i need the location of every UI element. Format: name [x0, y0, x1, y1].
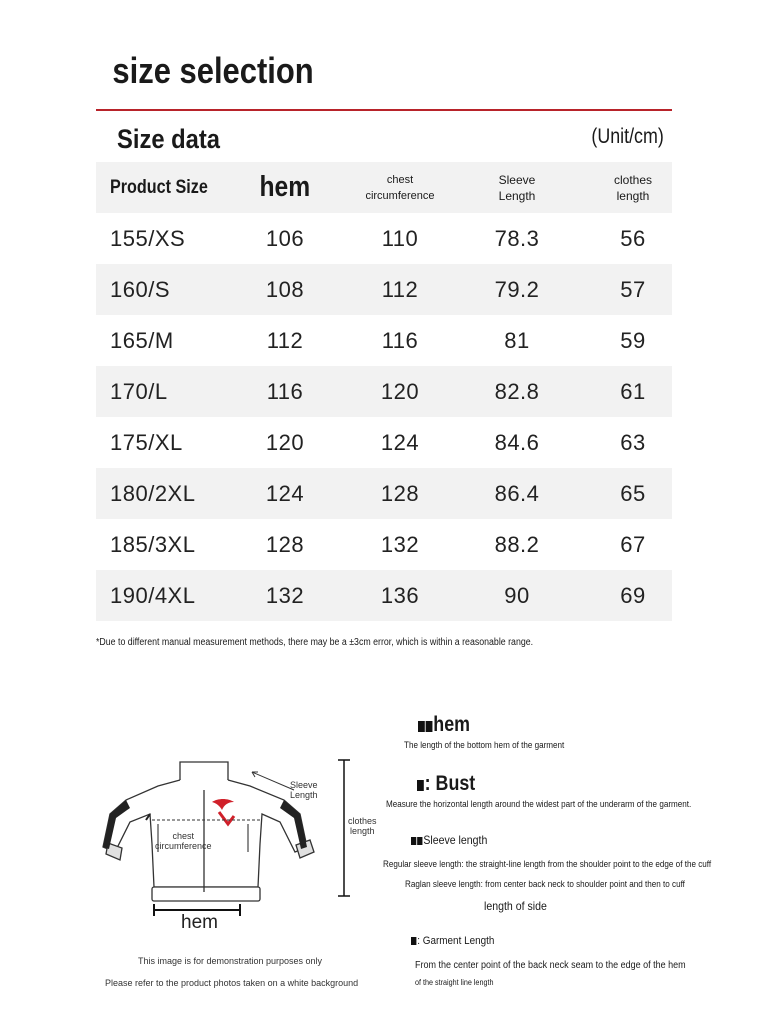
table-header-row: [96, 162, 672, 213]
cell-hem: 132: [265, 582, 305, 608]
cell-chest: 116: [381, 327, 419, 353]
cell-sleeve: 84.6: [494, 429, 540, 455]
cell-chest: 112: [381, 276, 419, 302]
cell-length: 59: [620, 327, 646, 353]
header-length: [574, 162, 692, 213]
header-sleeve-line2: Length: [498, 188, 536, 203]
diagram-sleeve-label: [290, 780, 318, 800]
cell-size: 190/4XL: [110, 582, 196, 608]
table-row: [96, 264, 672, 315]
header-product-size: Product Size: [110, 176, 208, 198]
cell-size: 185/3XL: [110, 531, 196, 557]
title-divider: [96, 109, 672, 111]
cell-hem: 112: [266, 327, 304, 353]
cell-length: 67: [620, 531, 646, 557]
cell-chest: 128: [380, 480, 420, 506]
cell-chest: 124: [380, 429, 420, 455]
cell-sleeve: 81: [504, 327, 530, 353]
diagram-sleeve-line2: Length: [290, 790, 318, 800]
unit-label: (Unit/cm): [591, 125, 664, 148]
cell-hem: 120: [265, 429, 305, 455]
cell-hem: 124: [265, 480, 305, 506]
cell-size: 155/XS: [110, 225, 186, 251]
missing-glyph-icon: [426, 721, 433, 732]
diagram-chest-label: [155, 831, 212, 851]
cell-length: 69: [620, 582, 646, 608]
guide-garment-title: [411, 935, 494, 947]
guide-hem-desc: The length of the bottom hem of the garment: [404, 740, 565, 750]
diagram-hem-label: hem: [181, 912, 218, 933]
cell-size: 170/L: [110, 378, 168, 404]
missing-glyph-icon: [411, 937, 416, 945]
header-chest-line2: circumference: [365, 189, 435, 202]
cell-size: 165/M: [110, 327, 174, 353]
guide-sleeve-title: [411, 833, 487, 847]
guide-garment-desc1: From the center point of the back neck seam to the edge of the hem: [415, 960, 686, 971]
missing-glyph-icon: [418, 721, 425, 732]
table-row: [96, 570, 672, 621]
cell-chest: 120: [380, 378, 420, 404]
cell-size: 160/S: [110, 276, 170, 302]
demo-note-line2: Please refer to the product photos taken on a white background: [105, 978, 359, 988]
cell-sleeve: 86.4: [494, 480, 540, 506]
cell-length: 63: [620, 429, 646, 455]
guide-sleeve-desc1: Regular sleeve length: the straight-line length from the shoulder point to the edge of the cuff: [383, 859, 712, 869]
table-heading: Size data: [117, 124, 221, 154]
guide-sleeve-desc2: Raglan sleeve length: from center back neck to shoulder point and then to cuff: [405, 879, 685, 889]
guide-garment-title-text: : Garment Length: [417, 935, 495, 947]
cell-chest: 132: [380, 531, 420, 557]
cell-length: 61: [620, 378, 646, 404]
cell-sleeve: 82.8: [494, 378, 540, 404]
header-sleeve-line1: Sleeve: [498, 172, 536, 187]
diagram-length-line2: length: [350, 826, 375, 836]
cell-chest: 110: [381, 225, 419, 251]
guide-bust-desc: Measure the horizontal length around the widest part of the underarm of the garment.: [386, 799, 692, 809]
demo-note-line1: This image is for demonstration purposes only: [137, 956, 323, 966]
table-row: [96, 417, 672, 468]
diagram-chest-line2: circumference: [155, 841, 212, 851]
diagram-length-line1: clothes: [348, 816, 377, 826]
guide-hem-title-text: hem: [433, 713, 471, 736]
cell-length: 56: [620, 225, 646, 251]
cell-length: 65: [620, 480, 646, 506]
cell-chest: 136: [380, 582, 420, 608]
cell-hem: 108: [265, 276, 305, 302]
cell-sleeve: 78.3: [494, 225, 540, 251]
header-length-line1: clothes: [613, 172, 653, 187]
table-row: [96, 213, 672, 264]
diagram-sleeve-line1: Sleeve: [290, 780, 318, 790]
guide-side-title: length of side: [484, 899, 547, 913]
cell-sleeve: 90: [504, 582, 530, 608]
size-table: [96, 162, 672, 621]
cell-length: 57: [620, 276, 646, 302]
cell-sleeve: 79.2: [494, 276, 540, 302]
missing-glyph-icon: [411, 837, 416, 845]
cell-sleeve: 88.2: [494, 531, 540, 557]
guide-bust-title: [417, 772, 475, 796]
header-chest: [341, 162, 459, 213]
cell-hem: 116: [266, 378, 304, 404]
jacket-diagram: [100, 752, 360, 932]
table-row: [96, 315, 672, 366]
guide-bust-title-text: : Bust: [424, 772, 476, 795]
guide-sleeve-title-text: Sleeve length: [423, 833, 488, 847]
header-hem: [226, 162, 344, 213]
table-row: [96, 468, 672, 519]
page-title: size selection: [112, 50, 314, 91]
cell-size: 175/XL: [110, 429, 183, 455]
diagram-chest-line1: chest: [172, 831, 195, 841]
guide-garment-desc2: of the straight line length: [415, 978, 494, 987]
header-sleeve: [458, 162, 576, 213]
table-row: [96, 366, 672, 417]
cell-hem: 106: [265, 225, 305, 251]
missing-glyph-icon: [417, 780, 424, 791]
table-row: [96, 519, 672, 570]
header-length-line2: length: [616, 188, 650, 203]
cell-hem: 128: [265, 531, 305, 557]
diagram-length-label: [348, 816, 377, 836]
cell-size: 180/2XL: [110, 480, 196, 506]
header-chest-line1: chest: [386, 173, 414, 186]
missing-glyph-icon: [417, 837, 422, 845]
guide-hem-title: [418, 713, 470, 737]
header-hem-label: hem: [259, 171, 311, 203]
measurement-note: *Due to different manual measurement methods, there may be a ±3cm error, which is within a reasonable range.: [96, 637, 534, 648]
